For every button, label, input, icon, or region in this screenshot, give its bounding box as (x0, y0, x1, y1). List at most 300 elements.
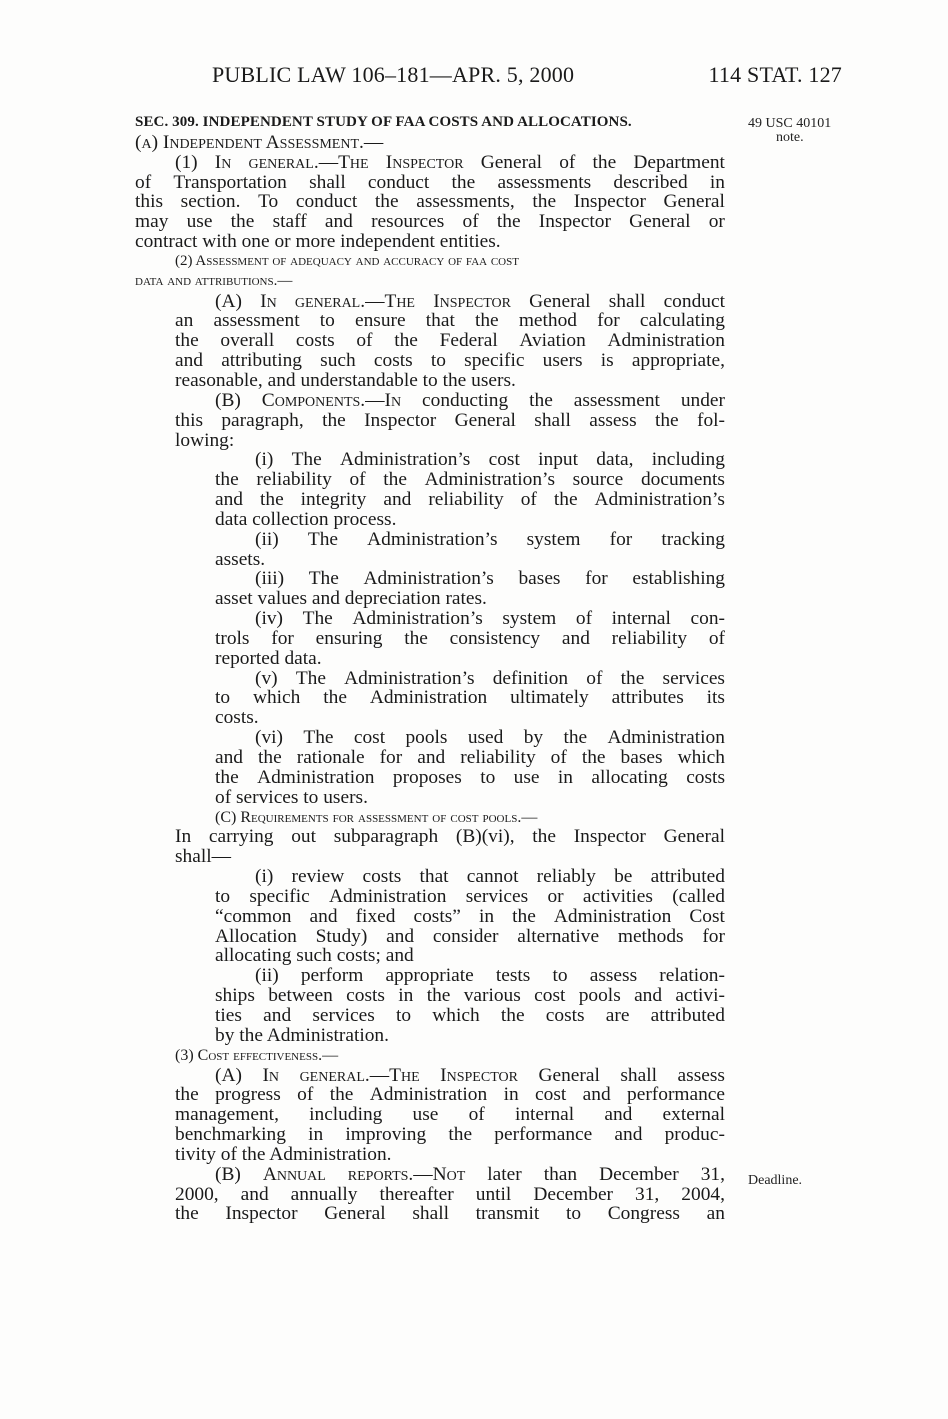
clause-line (135, 728, 725, 748)
word: In (175, 826, 192, 848)
word: used (467, 727, 504, 749)
paragraph-2-heading-cont: data and attributions.— (135, 272, 293, 289)
word: the (175, 330, 199, 352)
word: reliability (256, 469, 332, 491)
word: General (480, 151, 543, 173)
clause-line: of services to users. (215, 786, 368, 808)
word: shall (309, 171, 346, 193)
word: activities (582, 885, 653, 907)
word: Annual (262, 1163, 326, 1185)
word: progress (215, 1084, 281, 1106)
word: of (586, 667, 603, 689)
word: and (417, 747, 446, 768)
word: of (135, 171, 152, 193)
word: reports.—Not (347, 1163, 466, 1185)
word: Administration (257, 766, 375, 788)
word: General (529, 290, 591, 312)
word: improving (345, 1124, 427, 1146)
word: review (291, 866, 345, 888)
word: (v) (255, 667, 278, 689)
word: rationale (296, 747, 365, 768)
word: that (425, 310, 455, 332)
word: later (487, 1163, 522, 1185)
word: Administration (369, 687, 488, 709)
word: General (454, 409, 516, 431)
word: consider (432, 925, 499, 947)
word: shall (620, 1064, 658, 1086)
word: pools (578, 985, 621, 1007)
word: services (662, 667, 725, 689)
word: alternative (517, 925, 600, 947)
word: and (386, 925, 415, 947)
word: assessments (497, 171, 592, 193)
subparagraph-line: lowing: (175, 429, 235, 451)
word: assessment (573, 389, 660, 411)
word: Inspector (225, 1203, 298, 1225)
word: The (303, 727, 334, 749)
header-stat-page: 114 STAT. 127 (708, 62, 842, 87)
word: which (252, 687, 301, 709)
word: staff (272, 211, 307, 233)
clause-line (135, 907, 725, 927)
word: Inspector (538, 211, 611, 233)
word: fol- (697, 409, 725, 431)
word: transmit (475, 1203, 540, 1225)
clause-line (135, 768, 725, 788)
word: costs” (413, 905, 461, 927)
word: shall (534, 409, 571, 431)
word: In (260, 290, 277, 312)
word: internal (514, 1104, 575, 1126)
word: internal (611, 608, 671, 630)
word: the (215, 766, 239, 788)
word: of (356, 330, 373, 352)
word: the (532, 826, 556, 848)
word: methods (617, 925, 684, 947)
word: the (532, 191, 557, 213)
subparagraph-line (135, 311, 725, 331)
word: in (398, 985, 414, 1007)
paragraph-line: contract with one or more independent entities. (135, 231, 501, 253)
word: specific (464, 350, 525, 372)
header-law-citation: PUBLIC LAW 106–181—APR. 5, 2000 (212, 62, 575, 87)
clause-line: costs. (215, 707, 259, 729)
paragraph-line (135, 212, 725, 232)
word: specific (249, 885, 310, 907)
word: for (609, 528, 633, 550)
word: appropriate (385, 965, 474, 987)
word: for (271, 627, 294, 649)
clause-line (135, 470, 725, 490)
word: Administration’s (352, 608, 483, 630)
word: Administration (369, 1084, 488, 1106)
word: and (582, 1084, 611, 1106)
word: 2004, (681, 1183, 725, 1205)
paragraph-line (135, 192, 725, 212)
word: for (379, 747, 403, 768)
paragraph-line (135, 173, 725, 193)
word: cannot (466, 866, 519, 888)
word: services (465, 885, 529, 907)
word: under (680, 389, 725, 411)
word: the (553, 489, 578, 511)
word: paragraph, (221, 409, 304, 431)
word: system (502, 608, 557, 630)
word: conducting (422, 389, 509, 411)
subparagraph-line: tivity of the Administration. (175, 1143, 392, 1165)
subparagraph-line (135, 1105, 725, 1125)
word: and (561, 627, 590, 649)
word: data, (596, 449, 634, 471)
clause-line (135, 450, 725, 470)
word: (ii) (255, 965, 279, 987)
word: to (215, 885, 231, 907)
word: ties (215, 1004, 242, 1026)
word: out (291, 826, 316, 848)
word: establishing (632, 568, 725, 590)
word: an (706, 1203, 725, 1225)
word: or (547, 885, 564, 907)
word: of (575, 608, 593, 630)
subparagraph-line (135, 351, 725, 371)
word: Administration’s (363, 568, 494, 590)
word: of (349, 469, 366, 491)
word: the (258, 747, 282, 768)
word: described (613, 171, 688, 193)
word: Federal (439, 330, 498, 352)
word: appropriate, (631, 350, 725, 372)
word: attributed (650, 1004, 725, 1026)
word: The (302, 608, 333, 630)
word: Department (633, 151, 725, 173)
clause-line (135, 669, 725, 689)
word: resources (371, 211, 445, 233)
word: the (592, 151, 617, 173)
word: in (503, 1084, 519, 1106)
word: the (529, 389, 553, 411)
word: by (523, 727, 544, 749)
word: conduct (663, 290, 725, 312)
word: for (702, 925, 725, 947)
subparagraph-line (135, 1125, 725, 1145)
word: and (240, 1183, 269, 1205)
clause-line: reported data. (215, 647, 322, 669)
word: and (614, 1124, 643, 1146)
word: between (268, 985, 333, 1007)
subparagraph-line (135, 292, 725, 312)
subparagraph-line (135, 827, 725, 847)
word: to (319, 310, 335, 332)
word: reliably (536, 866, 596, 888)
word: Inspector (364, 409, 437, 431)
word: management, (175, 1104, 279, 1126)
word: bases (518, 568, 561, 590)
word: (called (672, 885, 725, 907)
word: the (512, 905, 536, 927)
subparagraph-line (135, 391, 725, 411)
word: relation- (659, 965, 725, 987)
word: and (175, 350, 203, 372)
word: and (309, 905, 338, 927)
word: input (538, 449, 579, 471)
word: costs (295, 330, 335, 352)
word: In (214, 151, 232, 173)
word: Administration (328, 885, 447, 907)
word: use (412, 1104, 439, 1126)
word: 31, (635, 1183, 660, 1205)
word: the (215, 469, 239, 491)
word: and (263, 1004, 292, 1026)
section-heading: SEC. 309. INDEPENDENT STUDY OF FAA COSTS AND ALLOCATIONS. (135, 114, 632, 130)
word: shall (608, 290, 646, 312)
word: for (597, 310, 620, 332)
word: con- (690, 608, 725, 630)
clause-line: allocating such costs; and (215, 945, 414, 967)
word: Administration (553, 905, 672, 927)
subparagraph-line (135, 1204, 725, 1224)
word: Administration’s (340, 449, 471, 471)
word: pools (405, 727, 448, 749)
word: (B) (215, 389, 241, 411)
clause-line (135, 490, 725, 510)
word: the (230, 211, 255, 233)
word: tracking (661, 528, 725, 550)
word: the (404, 627, 428, 649)
word: In (262, 1064, 280, 1086)
word: subparagraph (333, 826, 439, 848)
word: Inspector (440, 1064, 518, 1086)
word: documents (640, 469, 725, 491)
word: of (462, 211, 479, 233)
subparagraph-line: reasonable, and understandable to the users. (175, 369, 516, 391)
word: The (308, 568, 339, 590)
word: (ii) (255, 528, 279, 550)
word: the (175, 1084, 199, 1106)
page-header (212, 62, 842, 92)
word: of (708, 627, 725, 649)
paragraph-3-heading: (3) Cost effectiveness.— (175, 1046, 339, 1064)
clause-line (135, 986, 725, 1006)
clause-line: assets. (215, 548, 266, 570)
clause-line (135, 629, 725, 649)
word: General (324, 1203, 386, 1225)
clause-line (135, 867, 725, 887)
word: ultimately (510, 687, 589, 709)
word: Administration’s (367, 528, 498, 550)
word: and (604, 1104, 633, 1126)
word: and (634, 985, 663, 1007)
word: reliability (460, 747, 536, 768)
margin-note-note: note. (776, 130, 804, 145)
word: the (563, 727, 588, 749)
clause-line (135, 569, 725, 589)
word: the (175, 1203, 199, 1225)
word: the (426, 985, 451, 1007)
word: may (135, 211, 169, 233)
word: various (463, 985, 521, 1007)
word: and (215, 747, 243, 768)
word: Administration’s (594, 489, 725, 511)
word: December (599, 1163, 679, 1185)
word: To (258, 191, 279, 213)
clause-line (135, 1006, 725, 1026)
word: (A) (215, 1064, 242, 1086)
word: to (215, 687, 231, 709)
word: costs (686, 766, 725, 788)
clause-line (135, 927, 725, 947)
word: system (526, 528, 581, 550)
subparagraph-c-heading: (C) Requirements for assessment of cost pools.— (215, 808, 538, 826)
word: thereafter (379, 1183, 454, 1205)
word: to (552, 965, 568, 987)
word: costs (545, 1004, 585, 1026)
word: annually (290, 1183, 358, 1205)
word: the (374, 191, 399, 213)
clause-line (135, 688, 725, 708)
word: use (513, 766, 540, 788)
word: trols (215, 627, 250, 649)
word: Administration (607, 330, 725, 352)
word: services (312, 1004, 375, 1026)
clause-line (135, 530, 725, 550)
word: attributing (221, 350, 302, 372)
word: the (474, 310, 499, 332)
subparagraph-line (135, 411, 725, 431)
word: general.—The (299, 1064, 420, 1086)
word: are (605, 1004, 630, 1026)
word: including (309, 1104, 383, 1126)
word: (vi) (255, 727, 283, 749)
word: or (708, 211, 725, 233)
word: general.—The (248, 151, 369, 173)
word: section. (180, 191, 241, 213)
word: cost (534, 985, 566, 1007)
word: to (430, 350, 446, 372)
word: the (329, 1084, 354, 1106)
word: Components.—In (261, 389, 402, 411)
word: to (396, 1004, 412, 1026)
word: of (297, 1084, 314, 1106)
word: ships (215, 985, 255, 1007)
subparagraph-line: shall— (175, 846, 232, 868)
word: attributes (611, 687, 684, 709)
word: The (307, 528, 338, 550)
word: and (383, 489, 412, 511)
word: Congress (607, 1203, 680, 1225)
word: tests (495, 965, 531, 987)
word: method (518, 310, 577, 332)
word: 31, (700, 1163, 725, 1185)
subsection-a-heading (135, 133, 725, 153)
word: of (559, 151, 576, 173)
word: that (419, 866, 449, 888)
word: reliability (428, 489, 504, 511)
word: such (320, 350, 356, 372)
word: performance (494, 1124, 593, 1146)
word: an (175, 310, 194, 332)
subparagraph-line (135, 331, 725, 351)
word: general.—The (294, 290, 415, 312)
word: costs (373, 350, 413, 372)
word: activi- (675, 985, 725, 1007)
margin-note-deadline: Deadline. (748, 1173, 803, 1188)
word: assess (589, 409, 637, 431)
paragraph-2-heading: (2) Assessment of adequacy and accuracy of faa cost (175, 252, 519, 269)
word: the (322, 409, 346, 431)
word: of (520, 489, 537, 511)
word: General (663, 826, 725, 848)
word: the (448, 1124, 473, 1146)
word: the (654, 409, 679, 431)
word: the (451, 171, 476, 193)
word: the (581, 747, 606, 768)
word: produc- (664, 1124, 725, 1146)
clause-line (135, 966, 725, 986)
word: the (394, 330, 418, 352)
word: perform (300, 965, 364, 987)
word: the (496, 211, 521, 233)
word: use (186, 211, 213, 233)
word: cost (535, 1084, 567, 1106)
word: ensuring (315, 627, 383, 649)
clause-line: asset values and depreciation rates. (215, 588, 487, 610)
word: assessment (213, 310, 300, 332)
word: conduct (295, 191, 358, 213)
word: the (620, 667, 645, 689)
word: assess (677, 1064, 725, 1086)
word: December (533, 1183, 614, 1205)
word: The (295, 667, 326, 689)
word: assessments, (416, 191, 515, 213)
word: of (468, 1104, 485, 1126)
subparagraph-line (135, 1066, 725, 1086)
clause-line (135, 609, 725, 629)
word: reliability (611, 627, 688, 649)
word: (A) (215, 290, 242, 312)
word: to (565, 1203, 582, 1225)
word: this (135, 191, 164, 213)
word: The (291, 449, 322, 471)
word: Inspector (385, 151, 464, 173)
word: Administration (607, 727, 725, 749)
word: benchmarking (175, 1124, 286, 1146)
word: the (259, 489, 284, 511)
word: which (677, 747, 725, 768)
word: until (475, 1183, 512, 1205)
word: its (706, 687, 725, 709)
word: in (308, 1124, 324, 1146)
word: proposes (392, 766, 462, 788)
statute-body (135, 113, 725, 1224)
word: the (500, 1004, 525, 1026)
word: fixed (355, 905, 396, 927)
word: (iv) (255, 608, 283, 630)
clause-line (135, 748, 725, 768)
word: calculating (639, 310, 725, 332)
word: and (215, 489, 243, 511)
word: to (480, 766, 496, 788)
word: Inspector (573, 191, 646, 213)
word: conduct (367, 171, 430, 193)
subparagraph-line (135, 1185, 725, 1205)
word: Inspector (433, 290, 511, 312)
word: in (557, 766, 573, 788)
word: this (175, 409, 204, 431)
subsection-a-label: (a) Independent Assessment.— (135, 131, 384, 153)
word: costs (362, 866, 402, 888)
word: bases (620, 747, 663, 768)
word: performance (627, 1084, 725, 1106)
